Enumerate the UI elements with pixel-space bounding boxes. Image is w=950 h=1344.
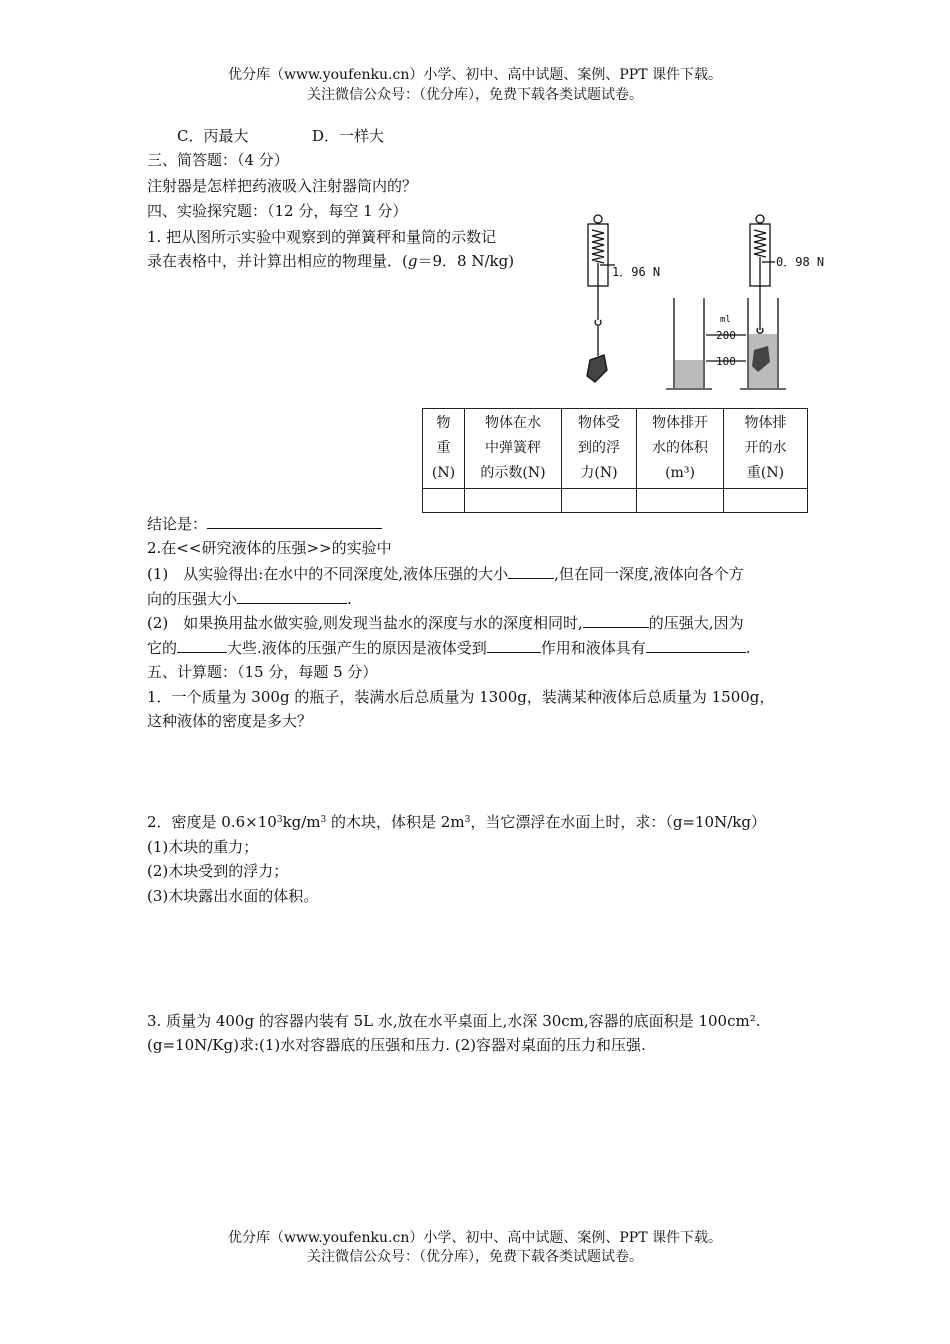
section3-title: 三、简答题：（4 分） (147, 151, 289, 169)
page-footer-line1: 优分库（www.youfenku.cn）小学、初中、高中试题、案例、PPT 课件下载。 (227, 1230, 722, 1246)
section4-q2-1-line1: (1) 从实验得出:在水中的不同深度处,液体压强的大小 ,但在同一深度,液体向各个方 (147, 565, 744, 583)
blank-1[interactable] (508, 564, 554, 579)
q1-line2-suffix: ＝9．8 N/kg) (417, 252, 515, 270)
left-spring (592, 230, 604, 263)
table-header-row (423, 409, 808, 489)
left-water (675, 360, 703, 388)
section5-q2-sub2: (2)木块受到的浮力； (147, 862, 289, 880)
section5-title: 五、计算题：（15 分，每题 5 分） (147, 663, 378, 681)
blank-6[interactable] (646, 638, 746, 653)
mark-100: 100 (716, 355, 736, 368)
option-c: C．丙最大 (177, 127, 249, 145)
conclusion-label: 结论是： (147, 515, 208, 533)
section5-q3-line2: (g=10N/Kg)求:(1)水对容器底的压强和压力. (2)容器对桌面的压力和压强. (147, 1036, 646, 1054)
section5-q1-line1: 1．一个质量为 300g 的瓶子，装满水后总质量为 1300g，装满某种液体后总质量为 1500g， (147, 688, 775, 706)
blank-5[interactable] (487, 638, 541, 653)
blank-3[interactable] (583, 613, 649, 628)
left-reading: 1．96 N (612, 265, 661, 279)
section5-q2-line: 2．密度是 $0.6\times 10^3kg/m^3$ 的木块，体积是 $2m^3$，当它漂浮在水面上时，求：（g=10N/kg） (147, 813, 766, 831)
header-weight: 物 重 (N) (423, 409, 465, 489)
cell-displaced-volume[interactable] (637, 489, 724, 513)
section5-q1-line2: 这种液体的密度是多大？ (147, 712, 313, 730)
section4-q1-line2 (147, 250, 514, 272)
right-reading: 0．98 N (776, 255, 825, 269)
page-header-line2: 关注微信公众号：（优分库），免费下载各类试题试卷。 (307, 87, 643, 103)
section5-q2-sub3: (3)木块露出水面的体积。 (147, 887, 319, 905)
right-scale-ring (756, 215, 764, 223)
experiment-figure-svg (570, 210, 830, 400)
cell-displaced-weight[interactable] (724, 489, 808, 513)
section4-q2-title: 2.在<<研究液体的压强>>的实验中 (147, 539, 392, 557)
blank-2[interactable] (237, 589, 347, 604)
q1-g-symbol: g (407, 252, 418, 270)
unit-ml: ml (720, 315, 731, 325)
q1-line2-prefix: 录在表格中，并计算出相应的物理量．( (147, 252, 408, 270)
conclusion-blank[interactable] (207, 514, 382, 529)
option-d: D．一样大 (312, 127, 385, 145)
section4-title: 四、实验探究题：（12 分，每空 1 分） (147, 202, 408, 220)
mark-200: 200 (716, 329, 736, 342)
section5-q2-sub1: (1)木块的重力； (147, 838, 259, 856)
left-hook (595, 320, 601, 325)
cell-scale-reading[interactable] (465, 489, 562, 513)
cell-buoyancy[interactable] (562, 489, 637, 513)
table-row (423, 489, 808, 513)
header-scale-reading: 物体在水 中弹簧秤 的示数(N) (465, 409, 562, 489)
conclusion-line (147, 513, 382, 535)
section4-q2-2-line1: (2) 如果换用盐水做实验,则发现当盐水的深度与水的深度相同时, 的压强大,因为 (147, 614, 744, 632)
left-stone (587, 355, 607, 382)
section3-question: 注射器是怎样把药液吸入注射器筒内的？ (147, 177, 418, 195)
section4-q1-line1: 1. 把从图所示实验中观察到的弹簧秤和量筒的示数记 (147, 228, 497, 246)
left-scale-ring (594, 215, 602, 223)
header-displaced-volume: 物体排开 水的体积 (m³) (637, 409, 724, 489)
header-displaced-weight: 物体排 开的水 重(N) (724, 409, 808, 489)
page-footer-line2: 关注微信公众号：（优分库），免费下载各类试题试卷。 (307, 1249, 643, 1265)
experiment-figure (570, 210, 830, 400)
blank-4[interactable] (177, 638, 227, 653)
section5-q3-line1: 3. 质量为 400g 的容器内装有 5L 水,放在水平桌面上,水深 30cm,容器的底面积是 100cm². (147, 1012, 761, 1030)
page-header-line1: 优分库（www.youfenku.cn）小学、初中、高中试题、案例、PPT 课件下载。 (227, 67, 722, 83)
right-spring (754, 230, 766, 257)
section4-q2-1-line2: 向的压强大小 . (147, 590, 352, 608)
observation-table (422, 408, 808, 513)
header-buoyancy: 物体受 到的浮 力(N) (562, 409, 637, 489)
section4-q2-2-line2: 它的 大些.液体的压强产生的原因是液体受到 作用和液体具有 . (147, 639, 751, 657)
cell-weight[interactable] (423, 489, 465, 513)
